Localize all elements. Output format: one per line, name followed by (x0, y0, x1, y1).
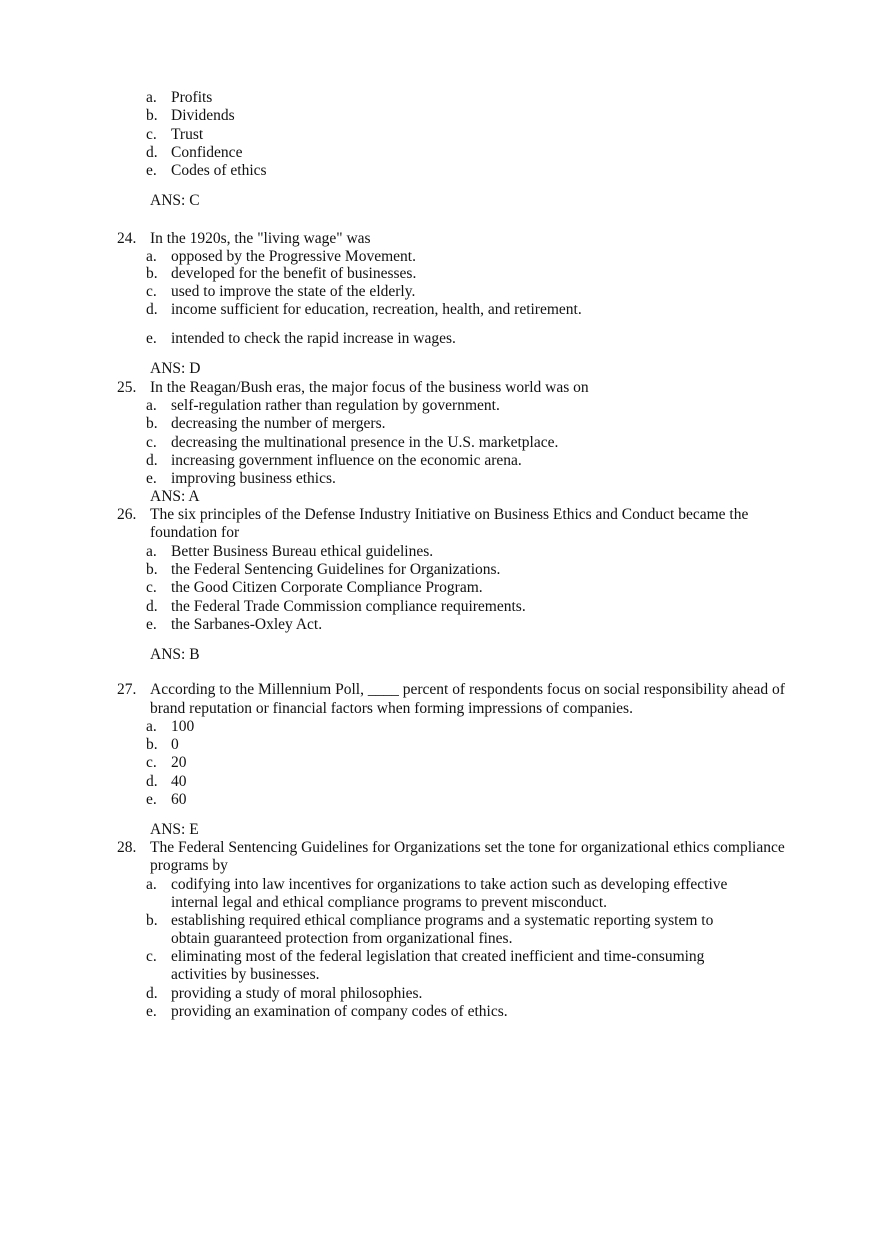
question-number: 26. (117, 506, 137, 523)
option-text: 60 (171, 791, 187, 808)
option-text: providing a study of moral philosophies. (171, 985, 423, 1002)
option-text: increasing government influence on the economic arena. (171, 452, 522, 469)
option-letter: a. (146, 89, 157, 106)
option-letter: a. (146, 543, 157, 560)
option-text: self-regulation rather than regulation by government. (171, 397, 500, 414)
option-letter: c. (146, 754, 157, 771)
option-letter: c. (146, 434, 157, 451)
option-text: developed for the benefit of businesses. (171, 265, 417, 282)
option-text: eliminating most of the federal legislation that created inefficient and time-consuming (171, 948, 705, 965)
question-stem-line: brand reputation or financial factors when forming impressions of companies. (150, 700, 633, 717)
option-letter: b. (146, 561, 158, 578)
option-letter: e. (146, 616, 157, 633)
option-text: Trust (171, 126, 204, 143)
option-letter: b. (146, 912, 158, 929)
option-text: Dividends (171, 107, 235, 124)
option-text: 100 (171, 718, 195, 735)
answer-key: ANS: A (150, 488, 200, 505)
option-letter: e. (146, 791, 157, 808)
question-stem: In the Reagan/Bush eras, the major focus of the business world was on (150, 379, 589, 396)
question-stem-line: The six principles of the Defense Industry Initiative on Business Ethics and Conduct became the (150, 506, 749, 523)
option-letter: a. (146, 718, 157, 735)
option-text: establishing required ethical compliance programs and a systematic reporting system to (171, 912, 714, 929)
option-letter: c. (146, 579, 157, 596)
question-stem-line: foundation for (150, 524, 240, 541)
question-stem-line: The Federal Sentencing Guidelines for Organizations set the tone for organizational ethics compliance (150, 839, 785, 856)
option-text: the Federal Sentencing Guidelines for Organizations. (171, 561, 501, 578)
answer-key: ANS: C (150, 192, 200, 209)
question-stem-line: programs by (150, 857, 228, 874)
option-text: intended to check the rapid increase in wages. (171, 330, 456, 347)
option-text: the Federal Trade Commission compliance requirements. (171, 598, 526, 615)
option-text: Better Business Bureau ethical guidelines. (171, 543, 434, 560)
option-text: 20 (171, 754, 187, 771)
question-number: 27. (117, 681, 137, 698)
option-letter: b. (146, 415, 158, 432)
option-letter: d. (146, 773, 158, 790)
answer-key: ANS: E (150, 821, 199, 838)
option-text: 0 (171, 736, 179, 753)
option-letter: a. (146, 248, 157, 265)
question-stem: In the 1920s, the "living wage" was (150, 230, 371, 247)
option-text: the Sarbanes-Oxley Act. (171, 616, 323, 633)
option-text: decreasing the multinational presence in the U.S. marketplace. (171, 434, 559, 451)
option-text: decreasing the number of mergers. (171, 415, 386, 432)
option-letter: d. (146, 452, 158, 469)
option-text: used to improve the state of the elderly. (171, 283, 416, 300)
option-text: Codes of ethics (171, 162, 267, 179)
option-text: 40 (171, 773, 187, 790)
option-letter: b. (146, 736, 158, 753)
option-letter: c. (146, 948, 157, 965)
option-letter: e. (146, 330, 157, 347)
option-letter: d. (146, 301, 158, 318)
answer-key: ANS: D (150, 360, 201, 377)
option-text: improving business ethics. (171, 470, 336, 487)
option-text: income sufficient for education, recreation, health, and retirement. (171, 301, 582, 318)
answer-key: ANS: B (150, 646, 200, 663)
option-text: Confidence (171, 144, 243, 161)
option-text: providing an examination of company codes of ethics. (171, 1003, 508, 1020)
question-number: 28. (117, 839, 137, 856)
option-letter: d. (146, 144, 158, 161)
option-text: activities by businesses. (171, 966, 320, 983)
option-text: the Good Citizen Corporate Compliance Program. (171, 579, 483, 596)
option-letter: a. (146, 397, 157, 414)
option-letter: e. (146, 162, 157, 179)
question-number: 25. (117, 379, 137, 396)
option-text: internal legal and ethical compliance programs to prevent misconduct. (171, 894, 607, 911)
option-text: obtain guaranteed protection from organizational fines. (171, 930, 513, 947)
option-letter: b. (146, 265, 158, 282)
option-letter: b. (146, 107, 158, 124)
option-letter: a. (146, 876, 157, 893)
question-number: 24. (117, 230, 137, 247)
question-stem-line: According to the Millennium Poll, ____ percent of respondents focus on social responsibility ahead of (150, 681, 785, 698)
option-text: opposed by the Progressive Movement. (171, 248, 416, 265)
option-letter: c. (146, 126, 157, 143)
option-letter: c. (146, 283, 157, 300)
option-letter: d. (146, 598, 158, 615)
option-text: Profits (171, 89, 213, 106)
option-letter: d. (146, 985, 158, 1002)
option-letter: e. (146, 470, 157, 487)
option-text: codifying into law incentives for organizations to take action such as developing effective (171, 876, 728, 893)
option-letter: e. (146, 1003, 157, 1020)
